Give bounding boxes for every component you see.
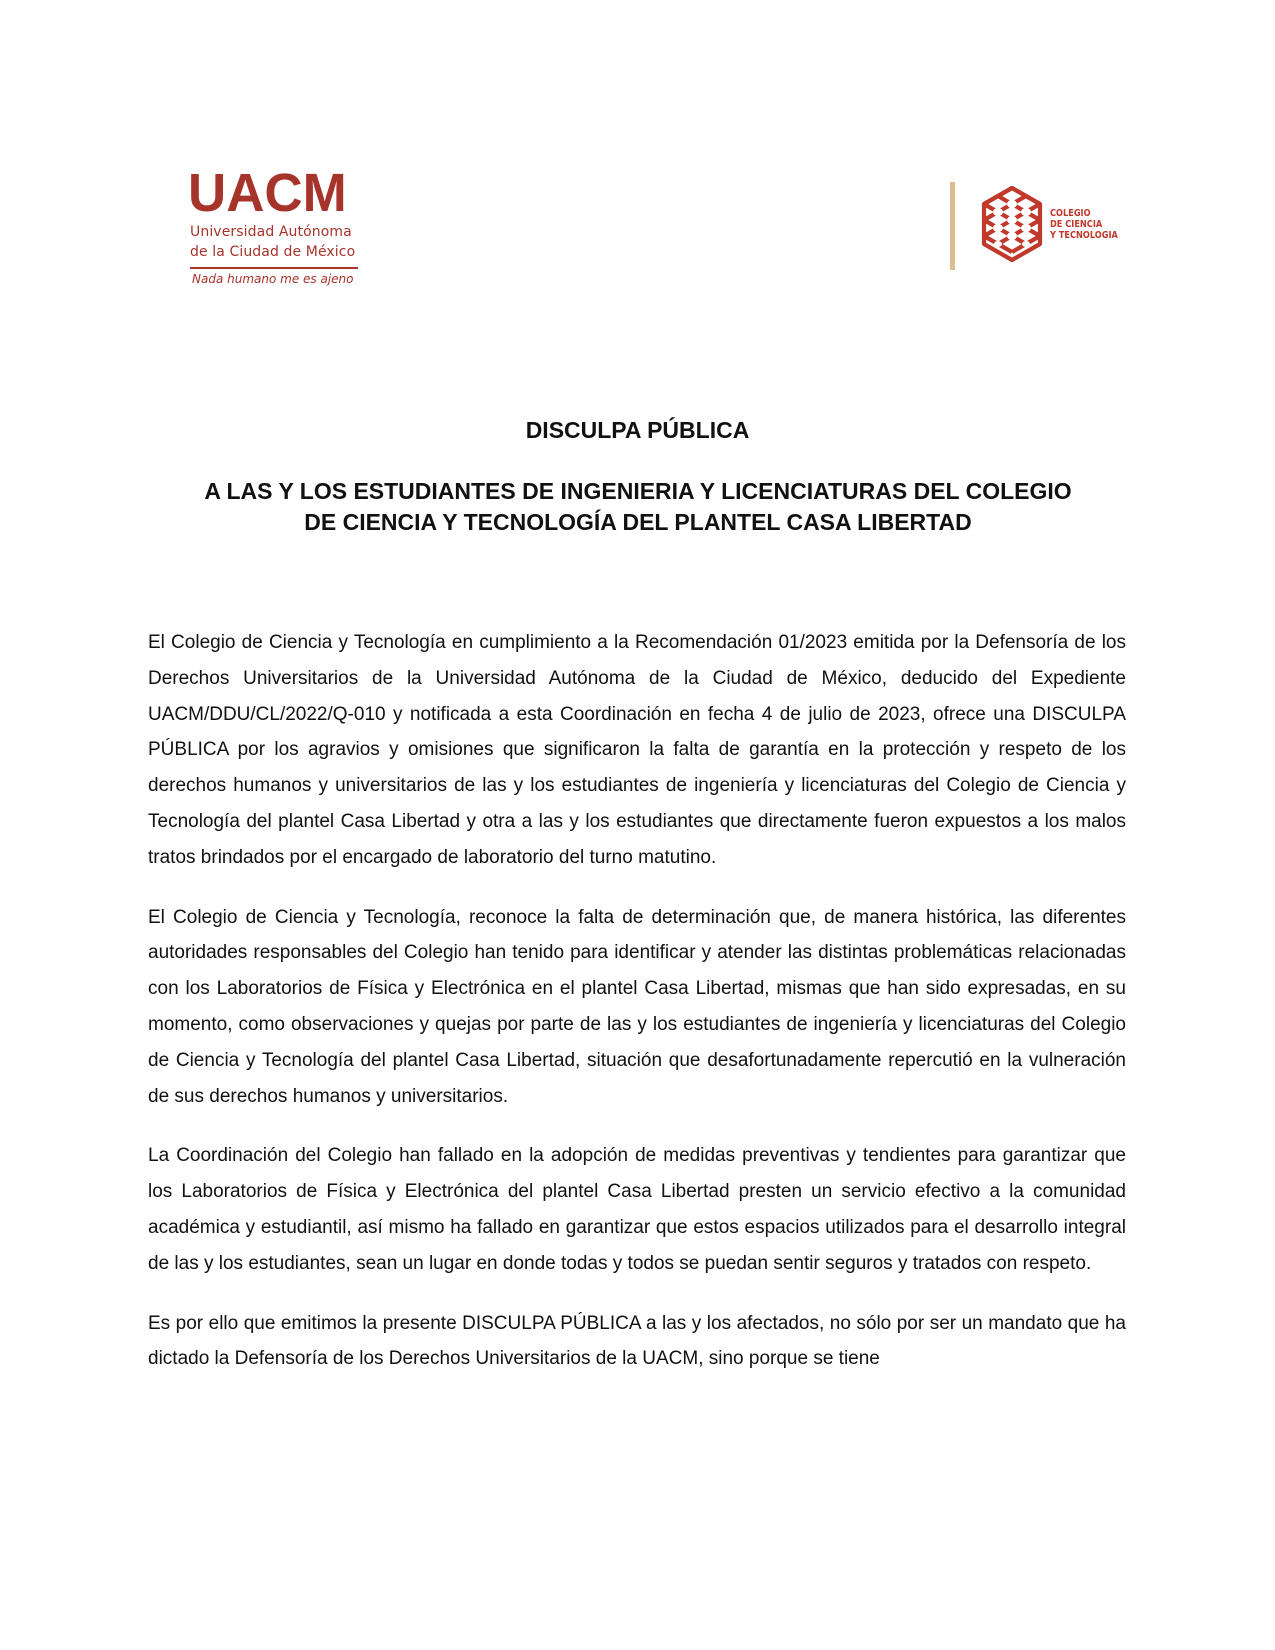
- paragraph: El Colegio de Ciencia y Tecnología en cumplimiento a la Recomendación 01/2023 emitida por la Defensoría de los Derechos Universitarios de la Universidad Autónoma de la Ciudad de México, deducido del Expediente UACM/DDU/CL/2022/Q-010 y notificada a esta Coordinación en fecha 4 de julio de 2023, ofrece una DISCULPA PÚBLICA por los agravios y omisiones que significaron la falta de garantía en la protección y respeto de los derechos humanos y universitarios de las y los estudiantes de ingeniería y licenciaturas del Colegio de Ciencia y Tecnología del plantel Casa Libertad y otra a las y los estudiantes que directamente fueron expuestos a los malos tratos brindados por el encargado de laboratorio del turno matutino.: [148, 632, 1126, 868]
- uacm-name-line1: Universidad Autónoma: [190, 224, 352, 240]
- hexagon-lattice-icon: [980, 185, 1044, 263]
- paragraph: Es por ello que emitimos la presente DISCULPA PÚBLICA a las y los afectados, no sólo por ser un mandato que ha dictado la Defensoría de los Derechos Universitarios de la UACM, sino porque se tiene: [148, 1312, 1126, 1370]
- ccyt-line2: DE CIENCIA: [1050, 219, 1103, 230]
- uacm-name-line2: de la Ciudad de México: [190, 244, 356, 260]
- uacm-logo: [186, 163, 376, 296]
- ccyt-line3: Y TECNOLOGIA: [1050, 230, 1118, 241]
- uacm-wordmark: UACM: [188, 163, 347, 223]
- paragraph: La Coordinación del Colegio han fallado en la adopción de medidas preventivas y tendientes para garantizar que los Laboratorios de Física y Electrónica del plantel Casa Libertad presten un servicio efectivo a la comunidad académica y estudiantil, así mismo ha fallado en garantizar que estos espacios utilizados para el desarrollo integral de las y los estudiantes, sean un lugar en donde todas y todos se puedan sentir seguros y tratados con respeto.: [148, 1145, 1126, 1274]
- paragraph: El Colegio de Ciencia y Tecnología, reconoce la falta de determinación que, de manera histórica, las diferentes autoridades responsables del Colegio han tenido para identificar y atender las distintas problemáticas relacionadas con los Laboratorios de Física y Electrónica en el plantel Casa Libertad, mismas que han sido expresadas, en su momento, como observaciones y quejas por parte de las y los estudiantes de ingeniería y licenciaturas del Colegio de Ciencia y Tecnología del plantel Casa Libertad, situación que desafortunadamente repercutió en la vulneración de sus derechos humanos y universitarios.: [148, 906, 1126, 1107]
- logo-divider: [950, 182, 955, 270]
- uacm-tagline: Nada humano me es ajeno: [192, 272, 354, 286]
- page-title: DISCULPA PÚBLICA: [525, 417, 750, 443]
- ccyt-line1: COLEGIO: [1050, 208, 1091, 219]
- page-subtitle: [148, 476, 1128, 538]
- document-body: [148, 625, 1126, 1401]
- ccyt-logo-text: [1050, 208, 1118, 241]
- uacm-logo-rule: [190, 267, 358, 269]
- subtitle-line2: DE CIENCIA Y TECNOLOGÍA DEL PLANTEL CASA LIBERTAD: [304, 509, 972, 535]
- subtitle-line1: A LAS Y LOS ESTUDIANTES DE INGENIERIA Y LICENCIATURAS DEL COLEGIO: [204, 478, 1072, 504]
